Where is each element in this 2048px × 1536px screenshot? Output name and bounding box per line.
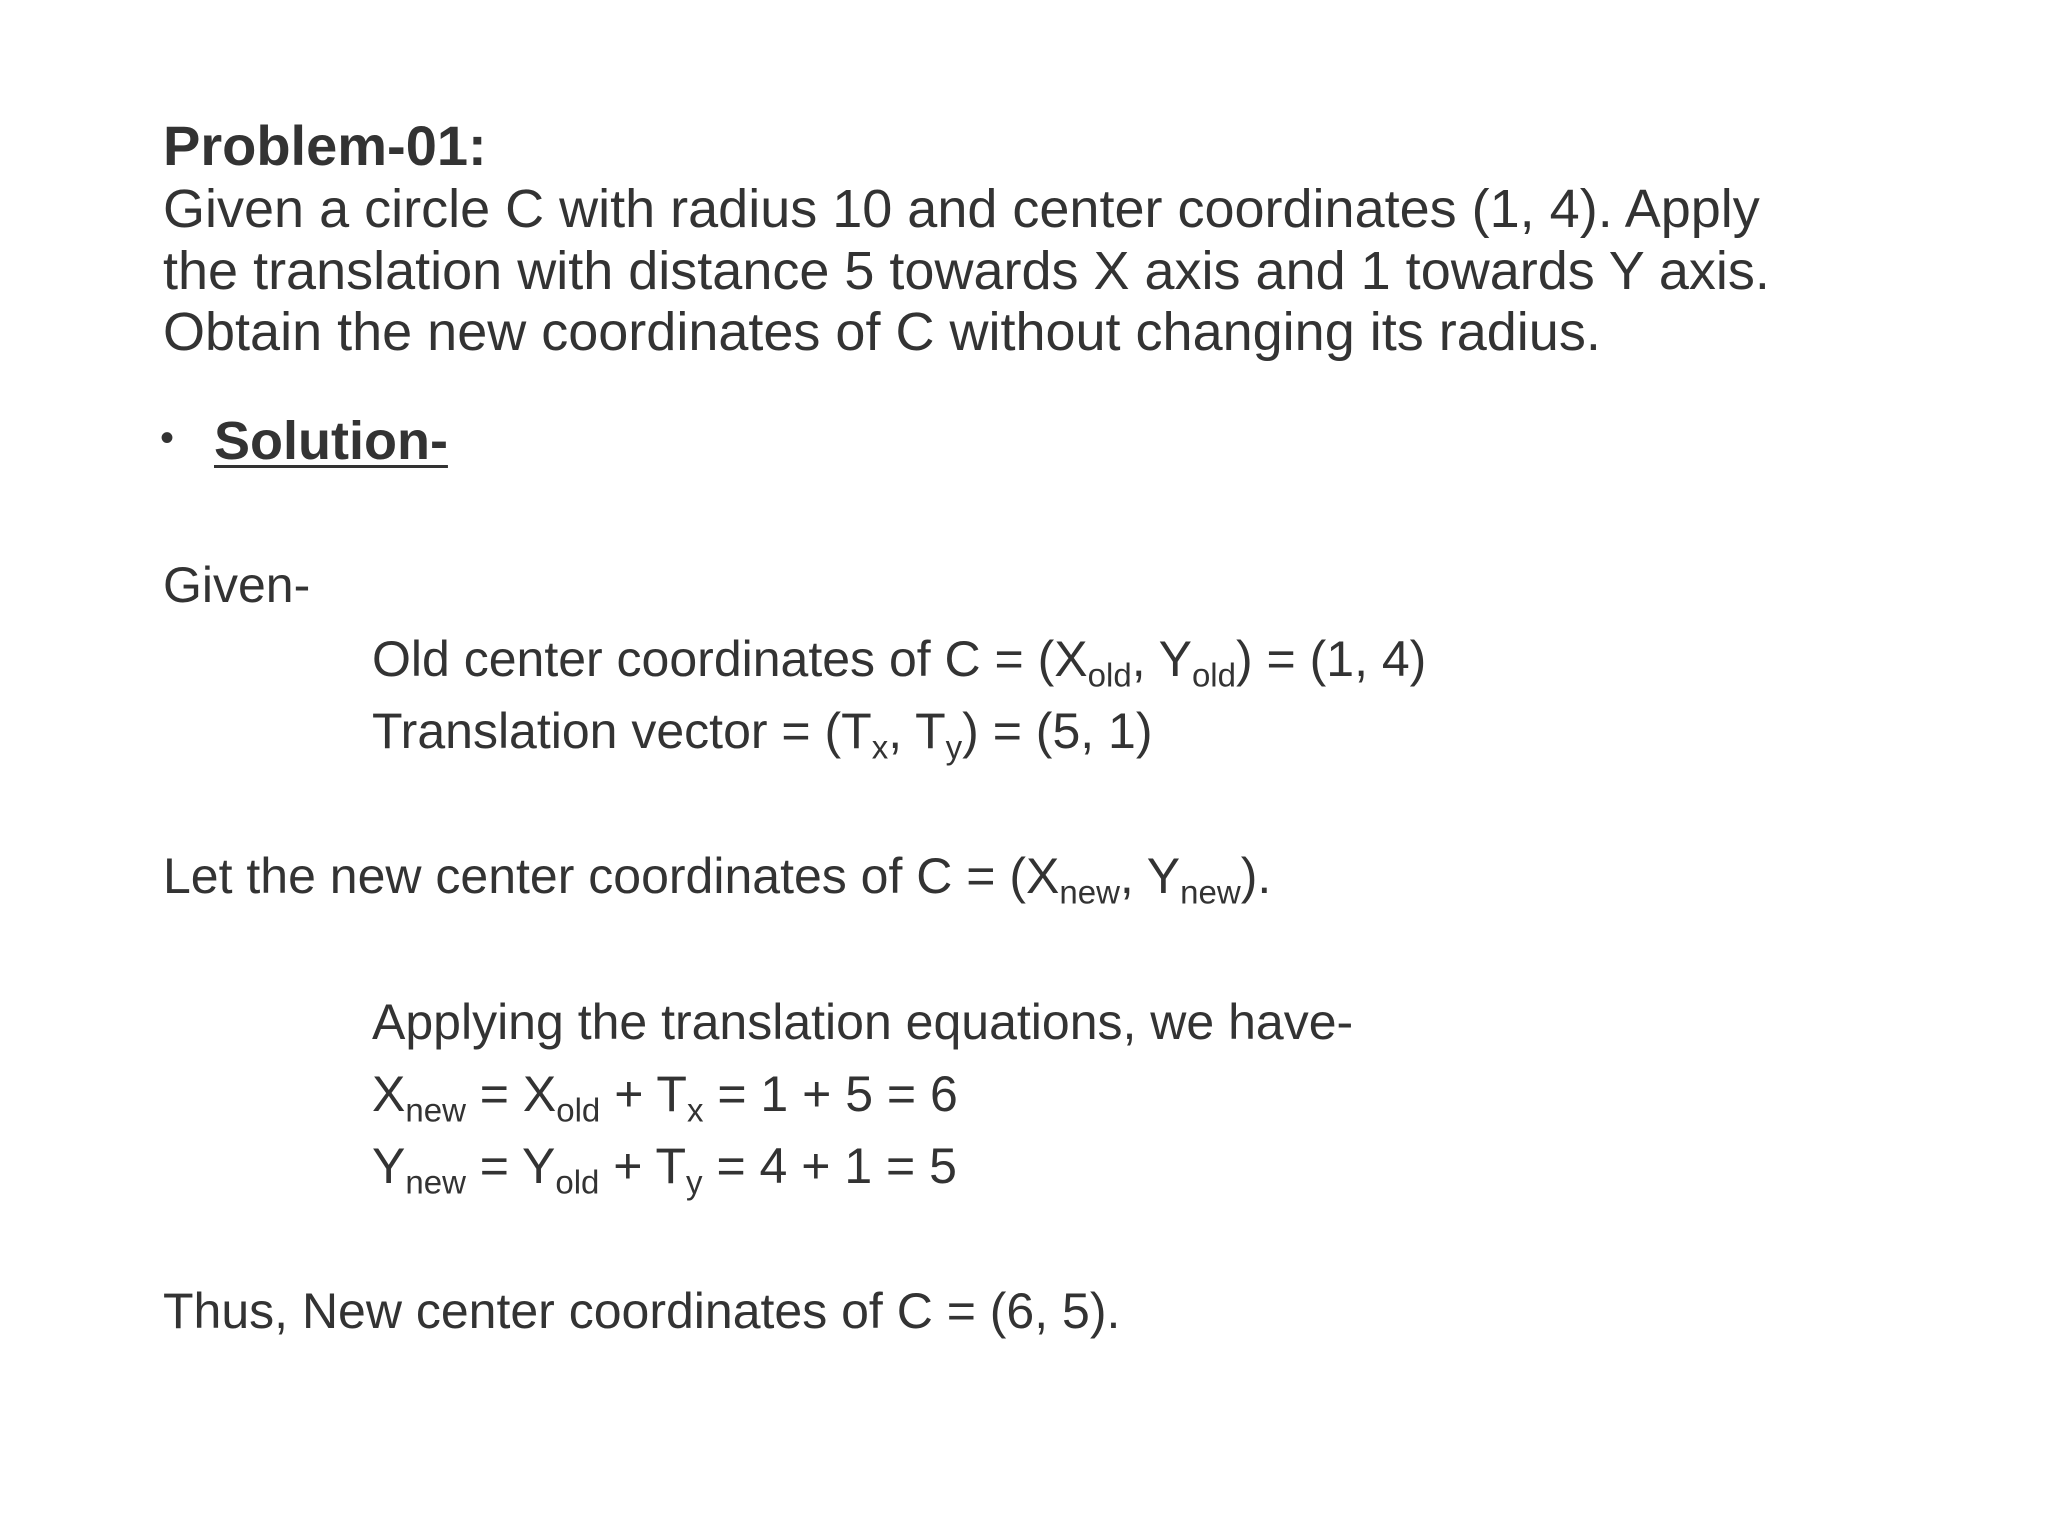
tx-var: T	[656, 1066, 687, 1122]
plus-sign: +	[600, 1066, 657, 1122]
translation-vector-line	[372, 703, 1153, 766]
x-new-var: X	[372, 1066, 406, 1122]
y-old-subscript: old	[1191, 656, 1236, 694]
separator: ,	[1131, 631, 1159, 687]
x-new-subscript: new	[1059, 873, 1120, 911]
y-new-subscript: new	[1180, 873, 1241, 911]
ty-subscript: y	[945, 728, 963, 766]
new-center-suffix: ).	[1240, 848, 1272, 904]
x-old-var: X	[522, 1066, 557, 1122]
equals-sign: =	[465, 1066, 523, 1122]
x-equation	[372, 1066, 958, 1129]
tx-subscript: x	[686, 1091, 704, 1129]
problem-statement-line-2: the translation with distance 5 towards X axis and 1 towards Y axis.	[163, 241, 1770, 301]
y-old-var: Y	[522, 1138, 556, 1194]
ty-var: T	[915, 703, 946, 759]
equals-sign: =	[465, 1138, 522, 1194]
tx-var: T	[841, 703, 872, 759]
x-var: X	[1026, 848, 1060, 904]
x-new-subscript: new	[405, 1091, 466, 1129]
solution-label: Solution-	[214, 411, 448, 471]
conclusion-line: Thus, New center coordinates of C = (6, 5).	[163, 1283, 1121, 1339]
plus-sign: +	[599, 1138, 656, 1194]
solution-heading	[160, 411, 448, 471]
y-new-subscript: new	[405, 1163, 466, 1201]
x-old-subscript: old	[1087, 656, 1132, 694]
y-var: Y	[1146, 848, 1181, 904]
problem-statement-line-3: Obtain the new coordinates of C without changing its radius.	[163, 302, 1601, 362]
problem-statement-line-1: Given a circle C with radius 10 and center coordinates (1, 4). Apply	[163, 179, 1760, 239]
new-center-line	[163, 848, 1272, 911]
y-equation	[372, 1138, 957, 1201]
old-center-suffix: ) = (1, 4)	[1235, 631, 1427, 687]
translation-prefix: Translation vector = (	[372, 703, 842, 759]
y-var: Y	[1158, 631, 1192, 687]
separator: ,	[1119, 848, 1147, 904]
new-center-prefix: Let the new center coordinates of C = (	[163, 848, 1026, 904]
x-old-subscript: old	[556, 1091, 601, 1129]
given-label: Given-	[163, 557, 311, 613]
bullet-icon: •	[160, 416, 175, 460]
y-equation-result: = 4 + 1 = 5	[702, 1138, 957, 1194]
x-equation-result: = 1 + 5 = 6	[703, 1066, 958, 1122]
applying-equations-line: Applying the translation equations, we have-	[372, 994, 1354, 1050]
y-new-var: Y	[372, 1138, 406, 1194]
y-old-subscript: old	[555, 1163, 600, 1201]
ty-var: T	[655, 1138, 687, 1194]
translation-suffix: ) = (5, 1)	[962, 703, 1153, 759]
tx-subscript: x	[871, 728, 889, 766]
ty-subscript: y	[686, 1163, 703, 1201]
x-var: X	[1054, 631, 1088, 687]
old-center-line	[372, 631, 1427, 694]
old-center-prefix: Old center coordinates of C = (	[372, 631, 1055, 687]
separator: ,	[888, 703, 916, 759]
problem-title: Problem-01:	[163, 114, 487, 177]
